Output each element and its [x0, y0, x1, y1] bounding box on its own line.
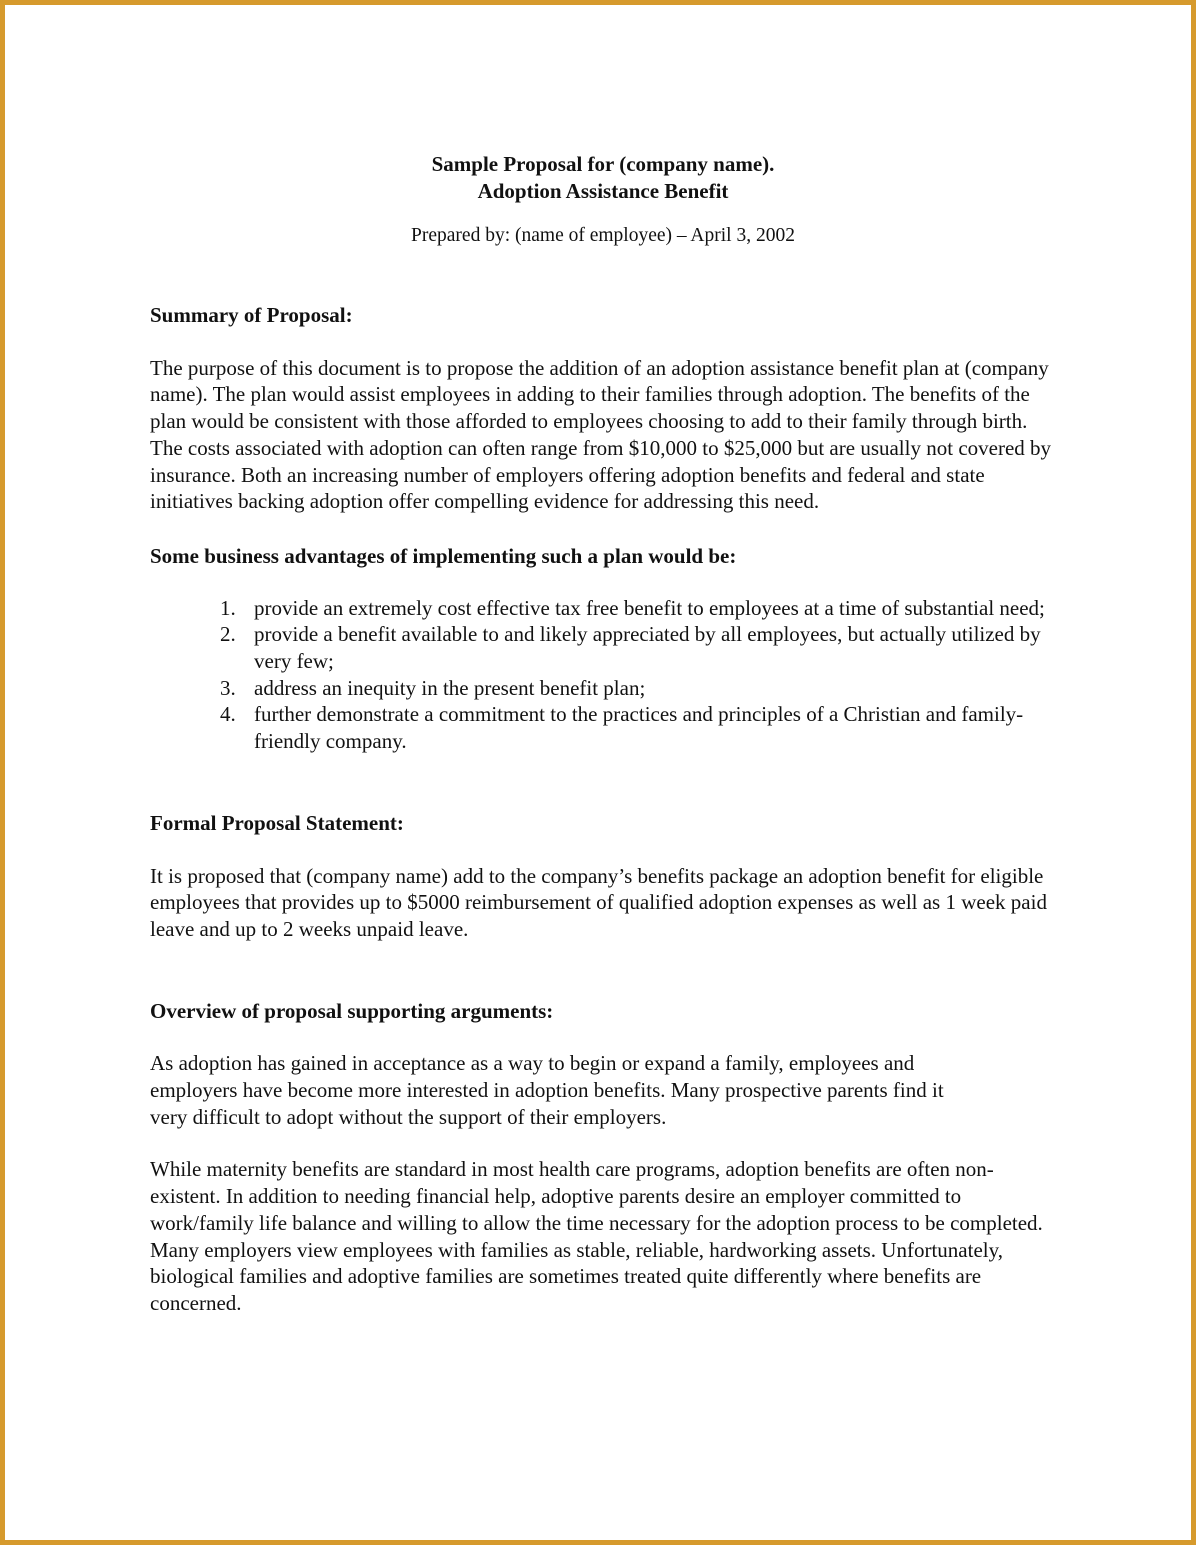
summary-heading: Summary of Proposal:: [150, 303, 353, 327]
document-title: Sample Proposal for (company name).: [431, 152, 775, 176]
list-item-text: provide a benefit available to and likely appreciated by all employees, but actually utilized by very few;: [254, 622, 1041, 674]
overview-heading: Overview of proposal supporting arguments:: [150, 998, 554, 1023]
list-item: [220, 701, 1054, 754]
list-item-text: address an inequity in the present benefit plan;: [254, 675, 646, 700]
advantages-heading: Some business advantages of implementing such a plan would be:: [150, 543, 737, 568]
advantages-list: [150, 595, 1060, 755]
summary-paragraph: The purpose of this document is to propose the addition of an adoption assistance benefit plan at (company name). The plan would assist employees in adding to their families through adoption. The benefits of the plan would be consistent with those afforded to employees choosing to add to their family through birth. The costs associated with adoption can often range from $10,000 to $25,000 but are usually not covered by insurance. Both an increasing number of employers offering adoption benefits and federal and state initiatives backing adoption offer compelling evidence for addressing this need.: [150, 355, 1052, 514]
list-item-number: 3.: [220, 675, 236, 700]
document-subtitle: Adoption Assistance Benefit: [477, 179, 729, 203]
list-item-number: 1.: [220, 595, 236, 620]
list-item: [220, 621, 1054, 674]
list-item-text: provide an extremely cost effective tax free benefit to employees at a time of substantial need;: [254, 595, 1045, 620]
list-item-number: 4.: [220, 702, 236, 727]
formal-statement-heading: Formal Proposal Statement:: [150, 810, 404, 835]
formal-statement-paragraph: It is proposed that (company name) add to the company’s benefits package an adoption benefit for eligible employees that provides up to $5000 reimbursement of qualified adoption expenses as well as 1 week paid leave and up to 2 weeks unpaid leave.: [150, 863, 1047, 941]
overview-paragraph-1: As adoption has gained in acceptance as a way to begin or expand a family, employees and employers have become more interested in adoption benefits. Many prospective parents find it very difficult to adopt without the support of their employers.: [150, 1051, 944, 1129]
list-item: [220, 675, 1054, 702]
list-item-text: further demonstrate a commitment to the practices and principles of a Christian and family-friendly company.: [254, 702, 1024, 754]
prepared-by-line: Prepared by: (name of employee) – April 3, 2002: [411, 225, 795, 246]
overview-paragraph-2: While maternity benefits are standard in most health care programs, adoption benefits are often non-existent. In addition to needing financial help, adoptive parents desire an employer committed to work/family life balance and willing to allow the time necessary for the adoption process to be completed. Many employers view employees with families as stable, reliable, hardworking assets. Unfortunately, biological families and adoptive families are sometimes treated quite differently where benefits are concerned.: [150, 1157, 1043, 1315]
list-item-number: 2.: [220, 622, 236, 647]
title-block: [150, 151, 1056, 249]
document-body: [150, 151, 1060, 1317]
list-item: [220, 595, 1054, 622]
